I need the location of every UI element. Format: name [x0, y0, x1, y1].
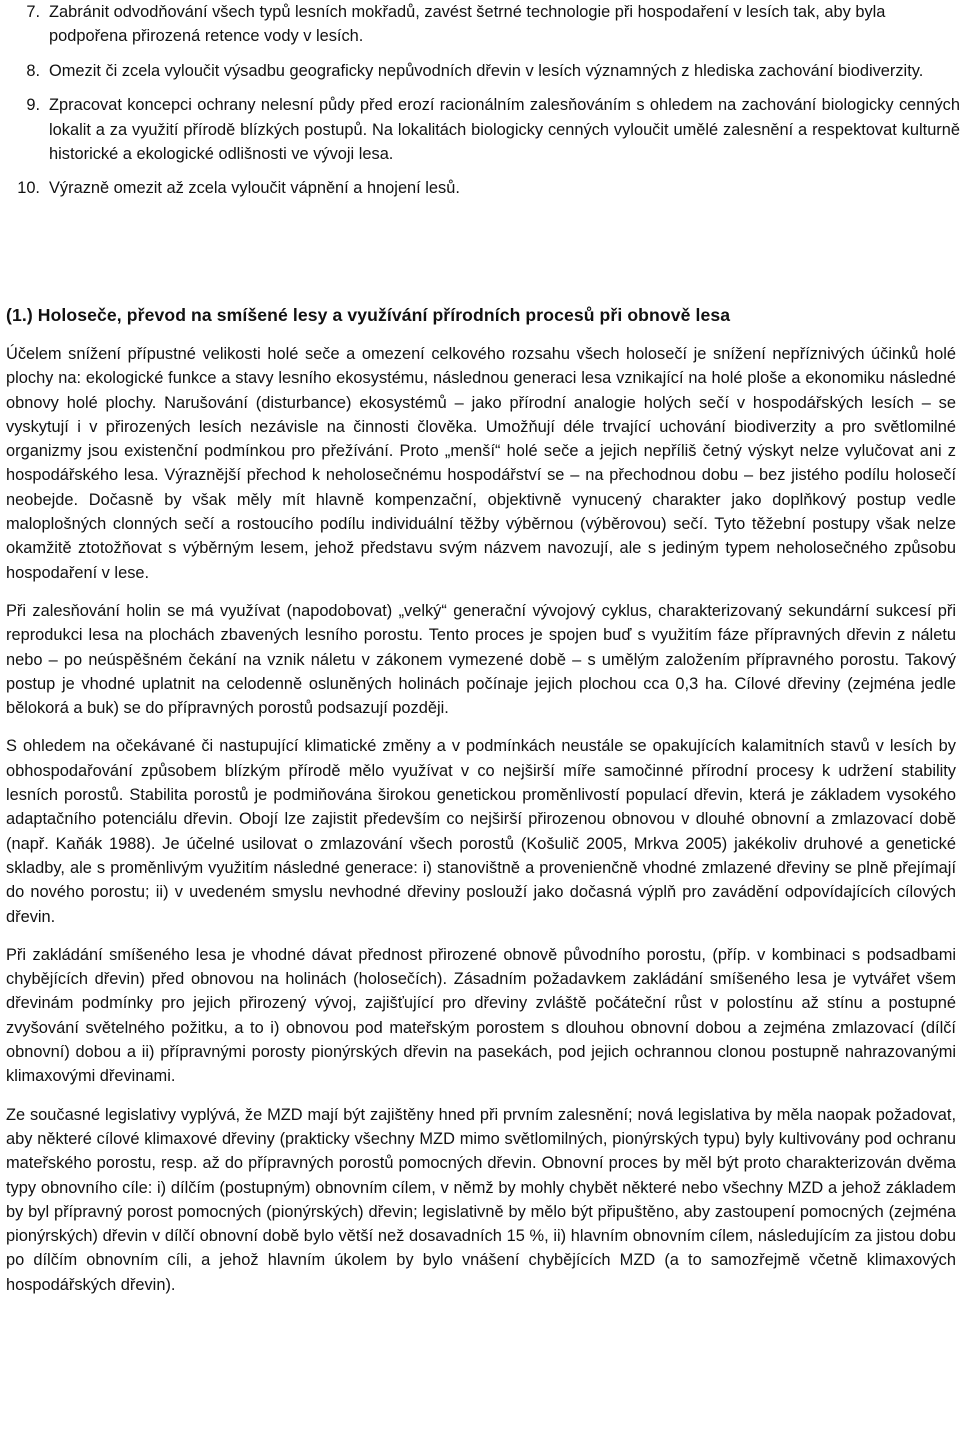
numbered-list [0, 0, 960, 211]
paragraph: Účelem snížení přípustné velikosti holé seče a omezení celkového rozsahu všech holosečí je snížení nepříznivých účinků holé plochy na: ekologické funkce a stavy lesního ekosystému, následnou generaci lesa vznikající na holé ploše a ekonomiku následné obnovy holé plochy. Narušování (disturbance) ekosystémů – jako přírodní analogie holých sečí v hospodářských lesích – se vyskytují i v přirozených lesích nezávisle na činnosti člověka. Umožňují déle trvající uchování biodiverzity a pro světlomilné organizmy jsou existenční podmínkou pro přežívání. Proto „menší“ holé seče a jejich nepříliš četný výskyt nelze vylučovat ani z hospodářského lesa. Výraznější přechod k neholosečnému hospodářství se – na přechodnou dobu – bez jistého podílu holosečí neobejde. Dočasně by však měly mít hlavně kompenzační, objektivně vynucený charakter jako doplňkový postup vedle maloplošných clonných sečí a rostoucího podílu individuální těžby výběrnou (výběrovou) sečí. Tyto těžební postupy však nelze okamžitě ztotožňovat s výběrným lesem, jehož představu svým názvem navozují, ale s jediným typem neholosečného způsobu hospodaření v lese. [6, 345, 956, 582]
paragraph: Při zakládání smíšeného lesa je vhodné dávat přednost přirozené obnově původního porostu, (příp. v kombinaci s podsadbami chybějících dřevin) před obnovou na holinách (holosečích). Zásadním požadavkem zakládání smíšeného lesa je vytvářet všem dřevinám podmínky pro jejich přirozený vývoj, zajišťující pro dřeviny zvláště počáteční růst v polostínu až stínu a postupné zvyšování světelného požitku, a to i) obnovou pod mateřským porostem s dlouhou obnovní dobou a zejména zmlazovací (dílčí obnovní) dobou a ii) přípravnými porosty pionýrských dřevin na pasekách, pod jejich ochrannou clonou postupně nahrazovanými klimaxovými dřevinami. [6, 945, 956, 1086]
list-item-number: 10. [17, 179, 40, 198]
list-item-number: 8. [26, 61, 40, 80]
section-heading: (1.) Holoseče, převod na smíšené lesy a využívání přírodních procesů při obnově lesa [6, 305, 731, 325]
list-item-text: Zpracovat koncepci ochrany nelesní půdy před erozí racionálním zalesňováním s ohledem na zachování biologicky cenných lokalit a za využití přírodě blízkých postupů. Na lokalitách biologicky cenných vyloučit umělé zalesnění a respektovat kulturně historické a ekologické odlišnosti ve vývoji lesa. [49, 96, 960, 164]
list-item-text: Zabránit odvodňování všech typů lesních mokřadů, zavést šetrné technologie při hospodaření v lesích tak, aby byla podpořena přirozená retence vody v lesích. [49, 3, 886, 46]
list-item-text: Výrazně omezit až zcela vyloučit vápnění a hnojení lesů. [49, 179, 460, 198]
paragraph: S ohledem na očekávané či nastupující klimatické změny a v podmínkách neustále se opakujících kalamitních stavů v lesích by obhospodařování způsobem blízkým přírodě mělo využívat v co nejširší míře samočinné přírodní procesy k udržení stability lesních porostů. Stabilita porostů je podmiňována širokou genetickou proměnlivostí populací dřevin, která je základem vysokého adaptačního potenciálu dřevin. Obojí lze zajistit především co nejširší přirozenou obnovou v dlouhé obnovní a zmlazovací době (např. Kaňák 1988). Je účelné usilovat o zmlazování všech porostů (Košulič 2005, Mrkva 2005) jakékoliv druhové a genetické skladby, ale s proměnlivým využitím následné generace: i) stanovištně a provenienčně vhodné zmlazené dřeviny se plně přejímají do nového porostu; ii) v uvedeném smyslu nevhodné dřeviny poslouží jako dočasná výplň pro zavádění odpovídajících cílových dřevin. [6, 737, 956, 926]
list-item [0, 0, 960, 49]
list-item-number: 9. [26, 96, 40, 115]
body-text [6, 342, 956, 1311]
list-item-number: 7. [26, 3, 40, 21]
list-item [0, 59, 960, 83]
list-item [0, 93, 960, 166]
list-item-text: Omezit či zcela vyloučit výsadbu geograficky nepůvodních dřevin v lesích významných z hlediska zachování biodiverzity. [49, 61, 924, 80]
paragraph: Ze současné legislativy vyplývá, že MZD mají být zajištěny hned při prvním zalesnění; nová legislativa by měla naopak požadovat, aby některé cílové klimaxové dřeviny (prakticky všechny MZD mimo světlomilných, pionýrských typu) byly kultivovány pod ochranu mateřského porostu, resp. až do přípravných porostů pomocných dřevin. Obnovní proces by měl být proto charakterizován dvěma typy obnovního cíle: i) dílčím (postupným) obnovním cílem, v němž by mohly chybět některé nebo všechny MZD a jehož základem by byl přípravný porost pomocných (pionýrských) dřevin; legislativně by mělo být připuštěno, aby zastoupení pomocných (zejména pionýrských) dřevin v dílčí obnovní době bylo větší než dosavadních 15 %, ii) hlavním obnovním cílem, následujícím za jistou dobu po dílčím obnovním cíli, a jehož hlavním úkolem by bylo vnášení chybějících MZD (a to samozřejmě včetně klimaxových hospodářských dřevin). [6, 1105, 956, 1294]
list-item [0, 176, 960, 200]
paragraph: Při zalesňování holin se má využívat (napodobovat) „velký“ generační vývojový cyklus, charakterizovaný sekundární sukcesí při reprodukci lesa na plochách zbavených lesního porostu. Tento proces je spojen buď s využitím fáze přípravných dřevin z náletu nebo – po neúspěšném čekání na vznik náletu v zákonem vymezené době – s umělým založením přípravného porostu. Takový postup je vhodné uplatnit na celodenně osluněných holinách počínaje jejich plochou cca 0,3 ha. Cílové dřeviny (zejména jedle bělokorá a buk) se do přípravných porostů podsazují později. [6, 601, 956, 718]
